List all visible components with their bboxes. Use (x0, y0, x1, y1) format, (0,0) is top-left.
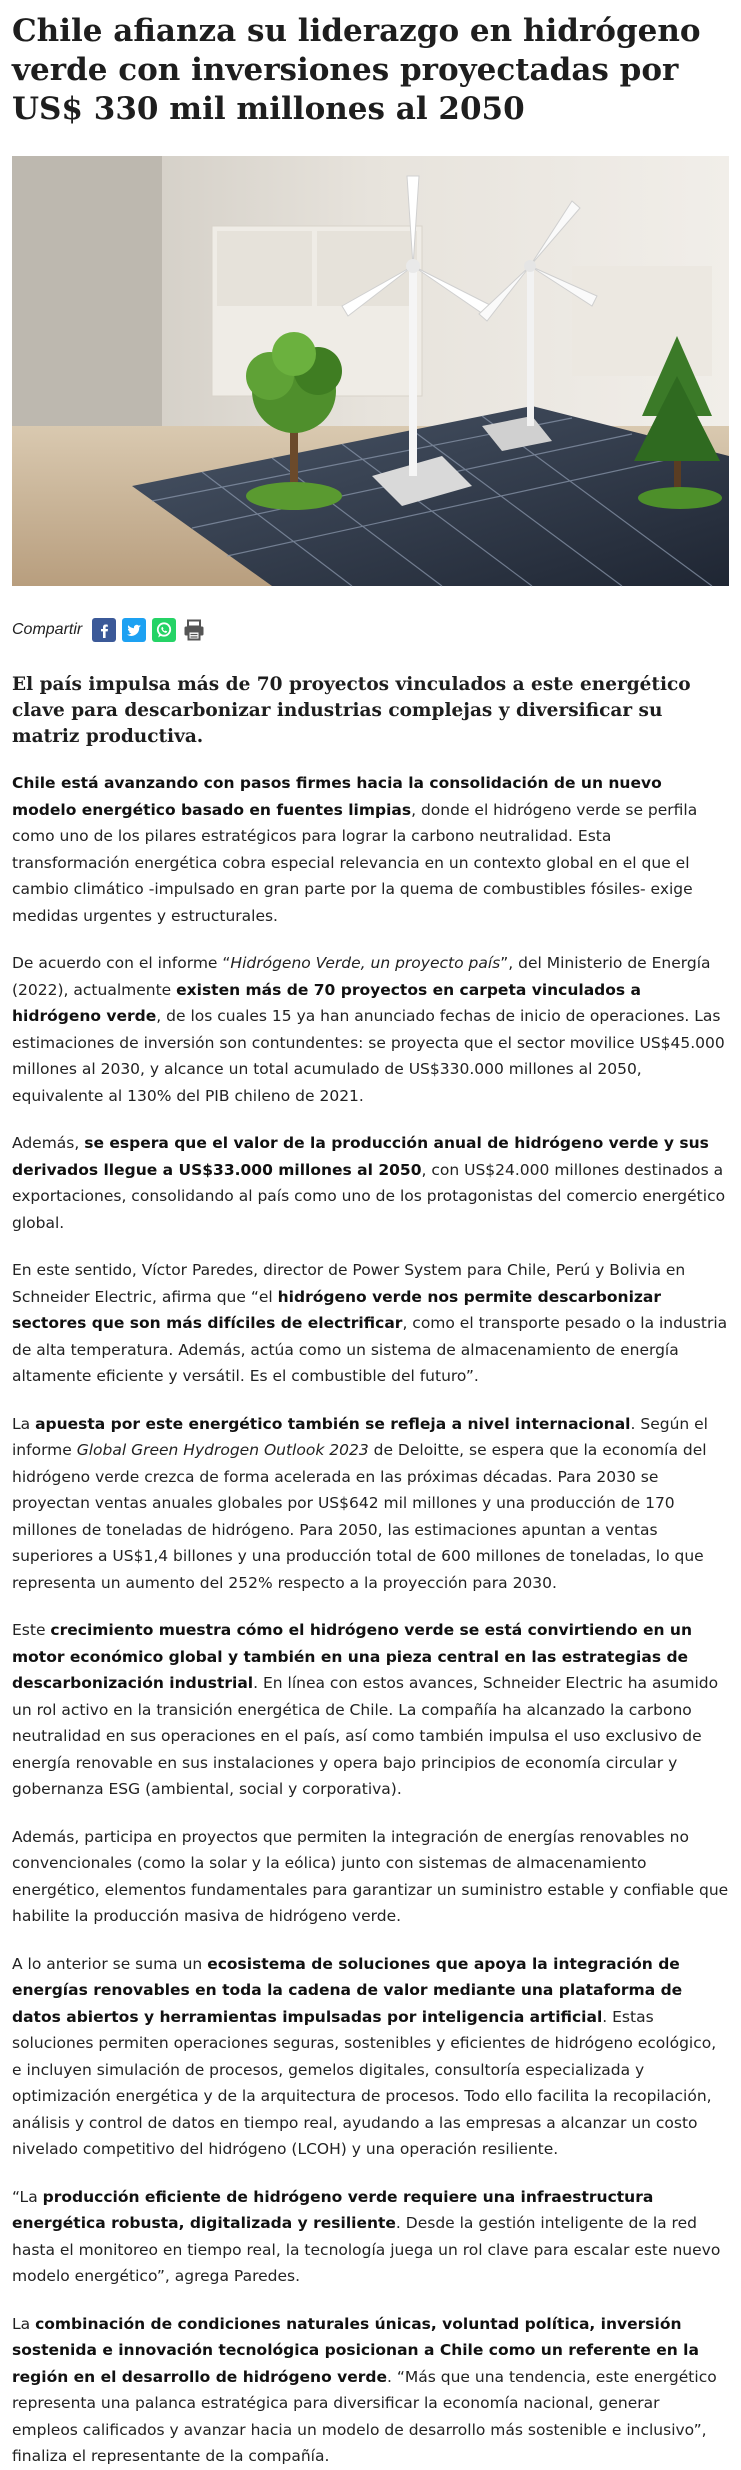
paragraph-text: . “Más que una tendencia, este energético representa una palanca estratégica para diversificar la economía nacional, generar empleos calificados y avanzar hacia un modelo de desarrollo más sostenible e inclusivo”, finaliza el representante de la compañía. (12, 2367, 717, 2465)
bold-text: crecimiento muestra cómo el hidrógeno verde se está convirtiendo en un motor económico global y también en una pieza central en las estrategias de descarbonización industrial (12, 1621, 692, 1692)
share-bar (12, 616, 729, 644)
article-paragraph (12, 1257, 729, 1390)
twitter-share-button[interactable] (122, 618, 146, 642)
article-paragraph (12, 1824, 729, 1930)
article-paragraph (12, 1411, 729, 1597)
print-icon (182, 618, 206, 642)
article-paragraph (12, 2311, 729, 2470)
article-lead: El país impulsa más de 70 proyectos vinculados a este energético clave para descarbonizar industrias complejas y diversificar su matriz productiva. (12, 674, 691, 747)
bold-text: hidrógeno verde nos permite descarbonizar sectores que son más difíciles de electrificar (12, 1287, 662, 1332)
twitter-icon (122, 618, 146, 642)
whatsapp-icon (152, 618, 176, 642)
paragraph-text: A lo anterior se suma un (12, 1954, 208, 1973)
paragraph-text: Este (12, 1621, 51, 1639)
bold-text: producción eficiente de hidrógeno verde requiere una infraestructura energética robusta, digitalizada y resiliente (12, 2187, 654, 2232)
paragraph-text: , donde el hidrógeno verde se perfila como uno de los pilares estratégicos para lograr la carbono neutralidad. Esta transformación energética cobra especial relevancia en un contexto global en el que el cambio climático -impulsado en gran parte por la quema de combustibles fósiles- exige medidas urgentes y estructurales. (12, 800, 698, 925)
share-label: Compartir (12, 621, 83, 638)
paragraph-text: De acuerdo con el informe “ (12, 954, 231, 972)
article-paragraph (12, 1130, 729, 1236)
paragraph-text: “La (12, 2187, 43, 2206)
paragraph-text: . En línea con estos avances, Schneider Electric ha asumido un rol activo en la transición energética de Chile. La compañía ha alcanzado la carbono neutralidad en sus operaciones en el país, así como también impulsa el uso exclusivo de energía renovable en sus instalaciones y opera bajo principios de economía circular y gobernanza ESG (ambiental, social y corporativa). (12, 1674, 719, 1798)
article-paragraph (12, 2184, 729, 2290)
bold-text: apuesta por este energético también se refleja a nivel internacional (35, 1414, 631, 1433)
article-paragraph (12, 770, 729, 929)
article-body (12, 770, 729, 2470)
article-title: Chile afianza su liderazgo en hidrógeno verde con inversiones proyectadas por US$ 330 mil millones al 2050 (12, 13, 701, 127)
paragraph-text: La (12, 2314, 36, 2333)
bold-text: combinación de condiciones naturales únicas, voluntad política, inversión sostenida e innovación tecnológica posicionan a Chile como un referente en la región en el desarrollo de hidrógeno verde (12, 2314, 699, 2386)
whatsapp-share-button[interactable] (152, 618, 176, 642)
bold-text: se espera que el valor de la producción anual de hidrógeno verde y sus derivados llegue a US$33.000 millones al 2050 (12, 1134, 709, 1179)
article-page (0, 12, 741, 2465)
print-button[interactable] (182, 618, 206, 642)
paragraph-text: , con US$24.000 millones destinados a exportaciones, consolidando al país como uno de los protagonistas del comercio energético global. (12, 1160, 726, 1232)
paragraph-text: . Según el informe (12, 1414, 708, 1459)
facebook-icon (92, 618, 116, 642)
facebook-share-button[interactable] (92, 618, 116, 642)
article-paragraph (12, 950, 729, 1109)
hero-image (12, 156, 729, 586)
paragraph-text: , como el transporte pesado o la industria de alta temperatura. Además, actúa como un sistema de almacenamiento de energía altamente eficiente y versátil. Es el combustible del futuro”. (12, 1314, 728, 1385)
paragraph-text: ”, del Ministerio de Energía (2022), actualmente (12, 954, 711, 999)
bold-text: ecosistema de soluciones que apoya la integración de energías renovables en toda la cadena de valor mediante una plataforma de datos abiertos y herramientas impulsadas por inteligencia artificial (12, 1954, 683, 2026)
paragraph-text: . Desde la gestión inteligente de la red hasta el monitoreo en tiempo real, la tecnología juega un rol clave para escalar este nuevo modelo energético”, agrega Paredes. (12, 2214, 721, 2285)
paragraph-text: , de los cuales 15 ya han anunciado fechas de inicio de operaciones. Las estimaciones de inversión son contundentes: se proyecta que el sector movilice US$45.000 millones al 2030, y alcance un total acumulado de US$330.000 millones al 2050, equivalente al 130% del PIB chileno de 2021. (12, 1007, 725, 1105)
paragraph-text: La (12, 1414, 36, 1433)
paragraph-text: de Deloitte, se espera que la economía del hidrógeno verde crezca de forma acelerada en las próximas décadas. Para 2030 se proyectan ventas anuales globales por US$642 mil millones y una producción de 170 millones de toneladas de hidrógeno. Para 2050, las estimaciones apuntan a ventas superiores a US$1,4 billones y una producción total de 600 millones de toneladas, lo que representa un aumento del 252% respecto a la proyección para 2030. (12, 1441, 707, 1592)
wind-turbines-solar-panel-trees-icon (12, 156, 729, 586)
italic-text: Hidrógeno Verde, un proyecto país (230, 954, 501, 972)
article-paragraph (12, 1951, 729, 2163)
paragraph-text: Además, (12, 1134, 85, 1152)
article-paragraph (12, 1617, 729, 1803)
bold-text: existen más de 70 proyectos en carpeta vinculados a hidrógeno verde (12, 980, 641, 1025)
paragraph-text: En este sentido, Víctor Paredes, director de Power System para Chile, Perú y Bolivia en Schneider Electric, afirma que “el (12, 1261, 686, 1306)
italic-text: Global Green Hydrogen Outlook 2023 (76, 1441, 369, 1459)
paragraph-text: Además, participa en proyectos que permiten la integración de energías renovables no convencionales (como la solar y la eólica) junto con sistemas de almacenamiento energético, elementos fundamentales para garantizar un suministro estable y confiable que habilite la producción masiva de hidrógeno verde. (12, 1827, 729, 1925)
paragraph-text: . Estas soluciones permiten operaciones seguras, sostenibles y eficientes de hidrógeno ecológico, e incluyen simulación de procesos, gemelos digitales, consultoría especializada y optimización energética y de la arquitectura de procesos. Todo ello facilita la recopilación, análisis y control de datos en tiempo real, ayudando a las empresas a alcanzar un costo nivelado competitivo del hidrógeno (LCOH) y una operación resiliente. (12, 2007, 717, 2158)
bold-text: Chile está avanzando con pasos firmes hacia la consolidación de un nuevo modelo energético basado en fuentes limpias (12, 774, 662, 819)
